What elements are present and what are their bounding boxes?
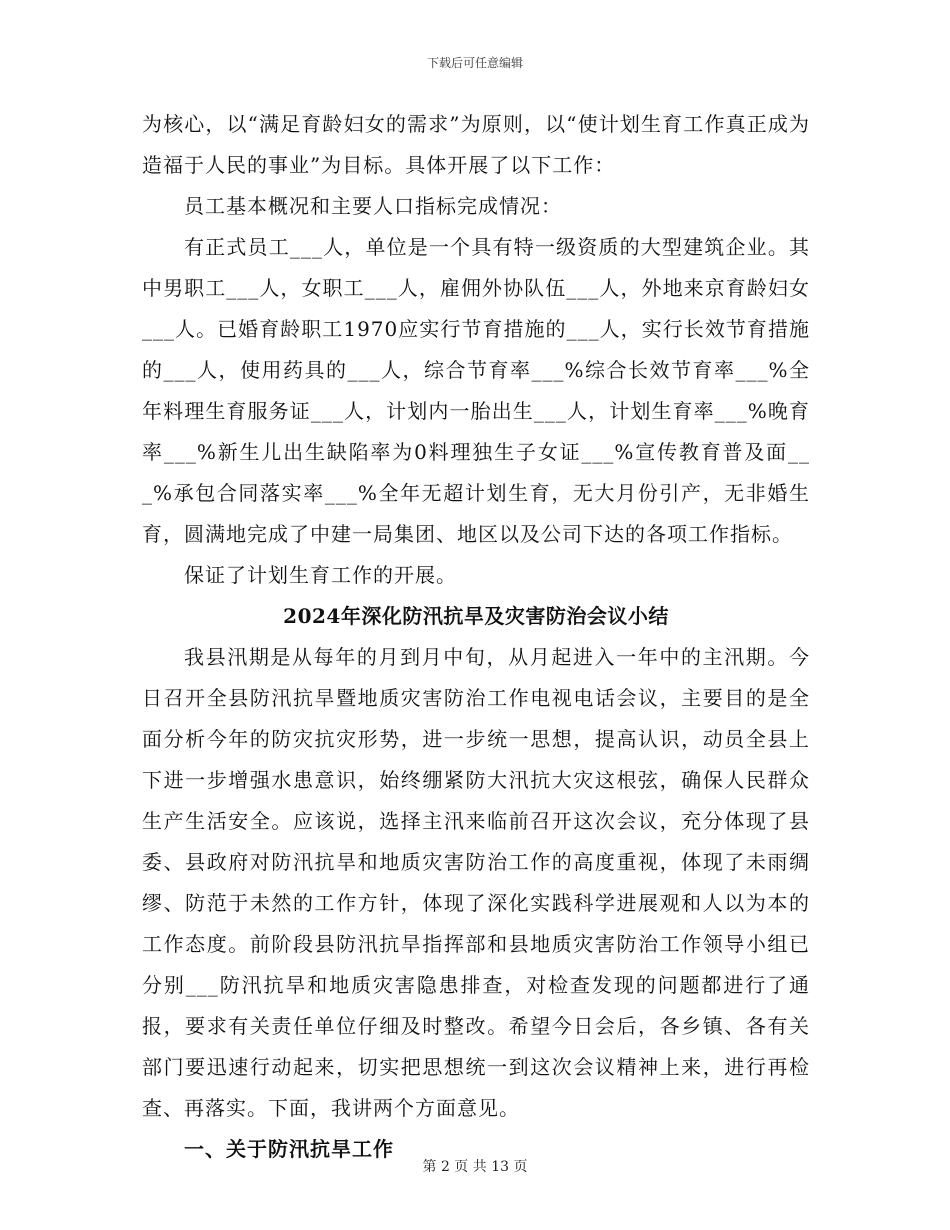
paragraph-flood-meeting: 我县汛期是从每年的月到月中旬，从月起进入一年中的主汛期。今日召开全县防汛抗旱暨地质灾害防治工作电视电话会议，主要目的是全面分析今年的防灾抗灾形势，进一步统一思想，提高认识，动员全县上下进一步增强水患意识，始终绷紧防大汛抗大灾这根弦，确保人民群众生产生活安全。应该说，选择主汛来临前召开这次会议，充分体现了县委、县政府对防汛抗旱和地质灾害防治工作的高度重视，体现了未雨绸缪、防范于未然的工作方针，体现了深化实践科学进展观和人以为本的工作态度。前阶段县防汛抗旱指挥部和县地质灾害防治工作领导小组已分别___防汛抗旱和地质灾害隐患排查，对检查发现的问题都进行了通报，要求有关责任单位仔细及时整改。希望今日会后，各乡镇、各有关部门要迅速行动起来，切实把思想统一到这次会议精神上来，进行再检查、再落实。下面，我讲两个方面意见。 (142, 645, 810, 1120)
paragraph-intro-continuation: 为核心，以“满足育龄妇女的需求”为原则，以“使计划生育工作真正成为造福于人民的事业”为目标。具体开展了以下工作： (142, 112, 810, 177)
paragraph-conclusion: 保证了计划生育工作的开展。 (184, 563, 457, 587)
page-number: 第 2 页 共 13 页 (422, 1159, 528, 1175)
section-title: 2024年深化防汛抗旱及灾害防治会议小结 (283, 604, 669, 628)
document-body (142, 104, 810, 1170)
page-header: 下载后可任意编辑 (426, 56, 523, 70)
section-heading-flood-drought: 一、关于防汛抗旱工作 (184, 1137, 394, 1161)
paragraph-staff-overview-label: 员工基本概况和主要人口指标完成情况： (184, 194, 562, 218)
paragraph-population-indicators: 有正式员工___人，单位是一个具有特一级资质的大型建筑企业。其中男职工___人，女职工___人，雇佣外协队伍___人，外地来京育龄妇女___人。已婚育龄职工1970应实行节育措施的___人，实行长效节育措施的___人，使用药具的___人，综合节育率___%综合长效节育率___%全年料理生育服务证___人，计划内一胎出生___人，计划生育率___%晚育率___%新生儿出生缺陷率为0料理独生子女证___%宣传教育普及面___%承包合同落实率___%全年无超计划生育，无大月份引产，无非婚生育，圆满地完成了中建一局集团、地区以及公司下达的各项工作指标。 (142, 235, 810, 546)
